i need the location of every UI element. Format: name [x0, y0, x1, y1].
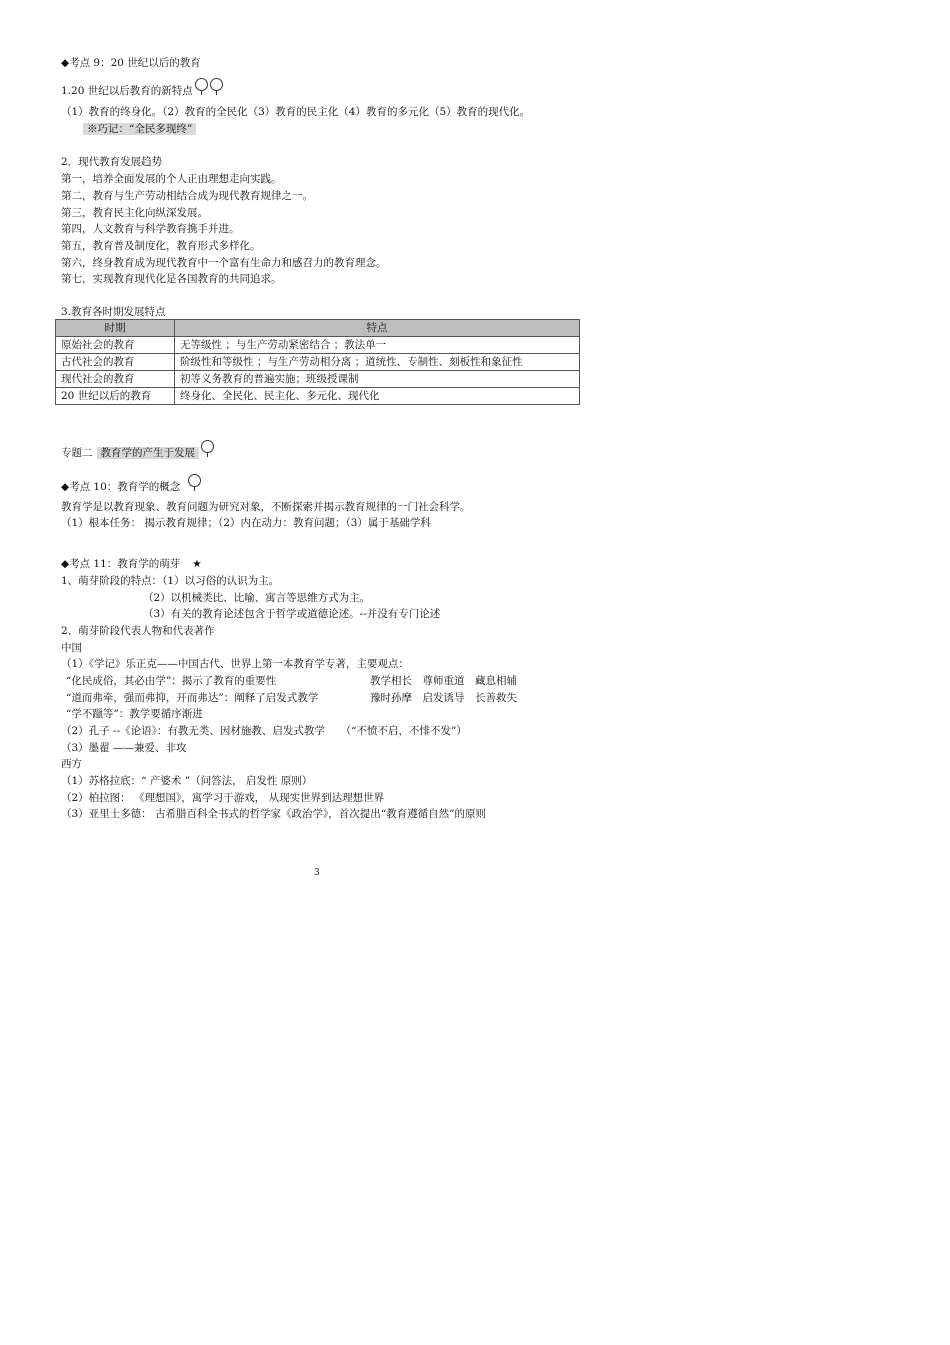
- kd9-s2-line: 第七，实现教育现代化是各国教育的共同追求。: [61, 273, 282, 285]
- page-number: 3: [314, 868, 320, 878]
- table-cell: 终身化、全民化、民主化、多元化、现代化: [175, 388, 580, 405]
- kd10-line2: （1）根本任务： 揭示教育规律；（2）内在动力：教育问题；（3）属于基础学科: [61, 517, 431, 529]
- table-header-cell: 时期: [56, 320, 175, 337]
- table-row: [56, 337, 580, 354]
- table-header-cell: 特点: [175, 320, 580, 337]
- kd9-s1-items: （1）教育的终身化。（2）教育的全民化（3）教育的民主化（4）教育的多元化（5）教育的现代化。: [61, 106, 531, 118]
- kd11-s1-line: （3）有关的教育论述包含于哲学或道德论述。--并没有专门论述: [143, 608, 441, 620]
- china-quote: “道而弗牵，强而弗抑，开而弗达”：阐释了启发式教学: [66, 692, 319, 704]
- kd9-s2-line: 第四，人文教育与科学教育携手并进。: [61, 223, 240, 235]
- china-quote: “化民成俗，其必由学”：揭示了教育的重要性: [66, 675, 277, 687]
- kd11-heading: [61, 557, 202, 571]
- kd9-s2-line: 第六，终身教育成为现代教育中一个富有生命力和感召力的教育理念。: [61, 257, 387, 269]
- table-cell: 无等级性 ；与生产劳动紧密结合 ；教法单一: [175, 337, 580, 354]
- table-header-row: [56, 320, 580, 337]
- west-item: （3）亚里士多德： 古希腊百科全书式的哲学家《政治学》，首次提出“教育遵循自然”的原则: [61, 808, 487, 820]
- star-icon: ★: [192, 558, 202, 570]
- kd9-title: ◆考点 9：20 世纪以后的教育: [61, 57, 201, 69]
- kd11-s1-title: 1、萌芽阶段的特点：（1）以习俗的认识为主。: [61, 575, 280, 587]
- kd9-s2-line: 第一，培养全面发展的个人正由理想走向实践。: [61, 173, 282, 185]
- kd9-s2-line: 第二，教育与生产劳动相结合成为现代教育规律之一。: [61, 190, 313, 202]
- kd9-s2-title: 2．现代教育发展趋势: [61, 156, 163, 168]
- table-cell: 阶级性和等级性 ；与生产劳动相分离 ；道统性、专制性、刻板性和象征性: [175, 354, 580, 371]
- china-quote: “学不躐等”：教学要循序渐进: [66, 708, 203, 720]
- kd11-s2-title: 2、萌芽阶段代表人物和代表著作: [61, 625, 215, 637]
- china-item: （2）孔子 --《论语》：有教无类、因材施教、启发式教学 （“不愤不启，不悱不发”）: [61, 725, 467, 737]
- table-row: [56, 388, 580, 405]
- topic2-title: 教育学的产生于发展: [97, 447, 200, 459]
- bulb-icon: [201, 440, 214, 453]
- west-item: （1）苏格拉底：“ 产婆术 ”（问答法， 启发性 原则）: [61, 775, 313, 787]
- china-item: （3）墨翟 ——兼爱、非攻: [61, 742, 187, 754]
- kd11-s1-line: （2）以机械类比、比喻、寓言等思维方式为主。: [143, 592, 371, 604]
- period-features-table: [55, 319, 580, 405]
- table-row: [56, 354, 580, 371]
- table-row: [56, 371, 580, 388]
- kd9-s1-tip-wrap: [83, 122, 196, 136]
- china-item: （1）《学记》乐正克——中国古代、世界上第一本教育学专著，主要观点：: [61, 658, 409, 670]
- table-cell: 20 世纪以后的教育: [56, 388, 175, 405]
- table-cell: 初等义务教育的普遍实施；班级授课制: [175, 371, 580, 388]
- kd10-title: ◆考点 10：教育学的概念: [61, 481, 181, 493]
- kd11-title: ◆考点 11：教育学的萌芽: [61, 558, 181, 570]
- china-quote-note: 豫时孙摩 启发诱导 长善救失: [370, 692, 517, 704]
- table-cell: 古代社会的教育: [56, 354, 175, 371]
- west-item: （2）柏拉图： 《理想国》，寓学习于游戏， 从现实世界到达理想世界: [61, 792, 385, 804]
- kd9-s1-title: 1.20 世纪以后教育的新特点: [61, 85, 193, 97]
- west-label: 西方: [61, 758, 82, 770]
- topic2-heading: [61, 440, 214, 460]
- kd10-line1: 教育学是以教育现象、教育问题为研究对象，不断探索并揭示教育规律的一门社会科学。: [61, 501, 471, 513]
- china-label: 中国: [61, 642, 82, 654]
- china-quote-note: 教学相长 尊师重道 藏息相辅: [370, 675, 517, 687]
- kd9-s1-heading: [61, 78, 223, 98]
- topic2-prefix: 专题二: [61, 447, 93, 459]
- kd9-s2-line: 第五，教育普及制度化，教育形式多样化。: [61, 240, 261, 252]
- kd9-s1-tip: ※巧记：“全民多现终”: [83, 123, 196, 135]
- table-cell: 现代社会的教育: [56, 371, 175, 388]
- kd10-heading: [61, 474, 201, 494]
- bulb-icon: [210, 78, 223, 91]
- kd9-s2-line: 第三，教育民主化向纵深发展。: [61, 207, 208, 219]
- kd9-s3-title: 3.教育各时期发展特点: [61, 306, 166, 318]
- table-cell: 原始社会的教育: [56, 337, 175, 354]
- bulb-icon: [188, 474, 201, 487]
- bulb-icon: [195, 78, 208, 91]
